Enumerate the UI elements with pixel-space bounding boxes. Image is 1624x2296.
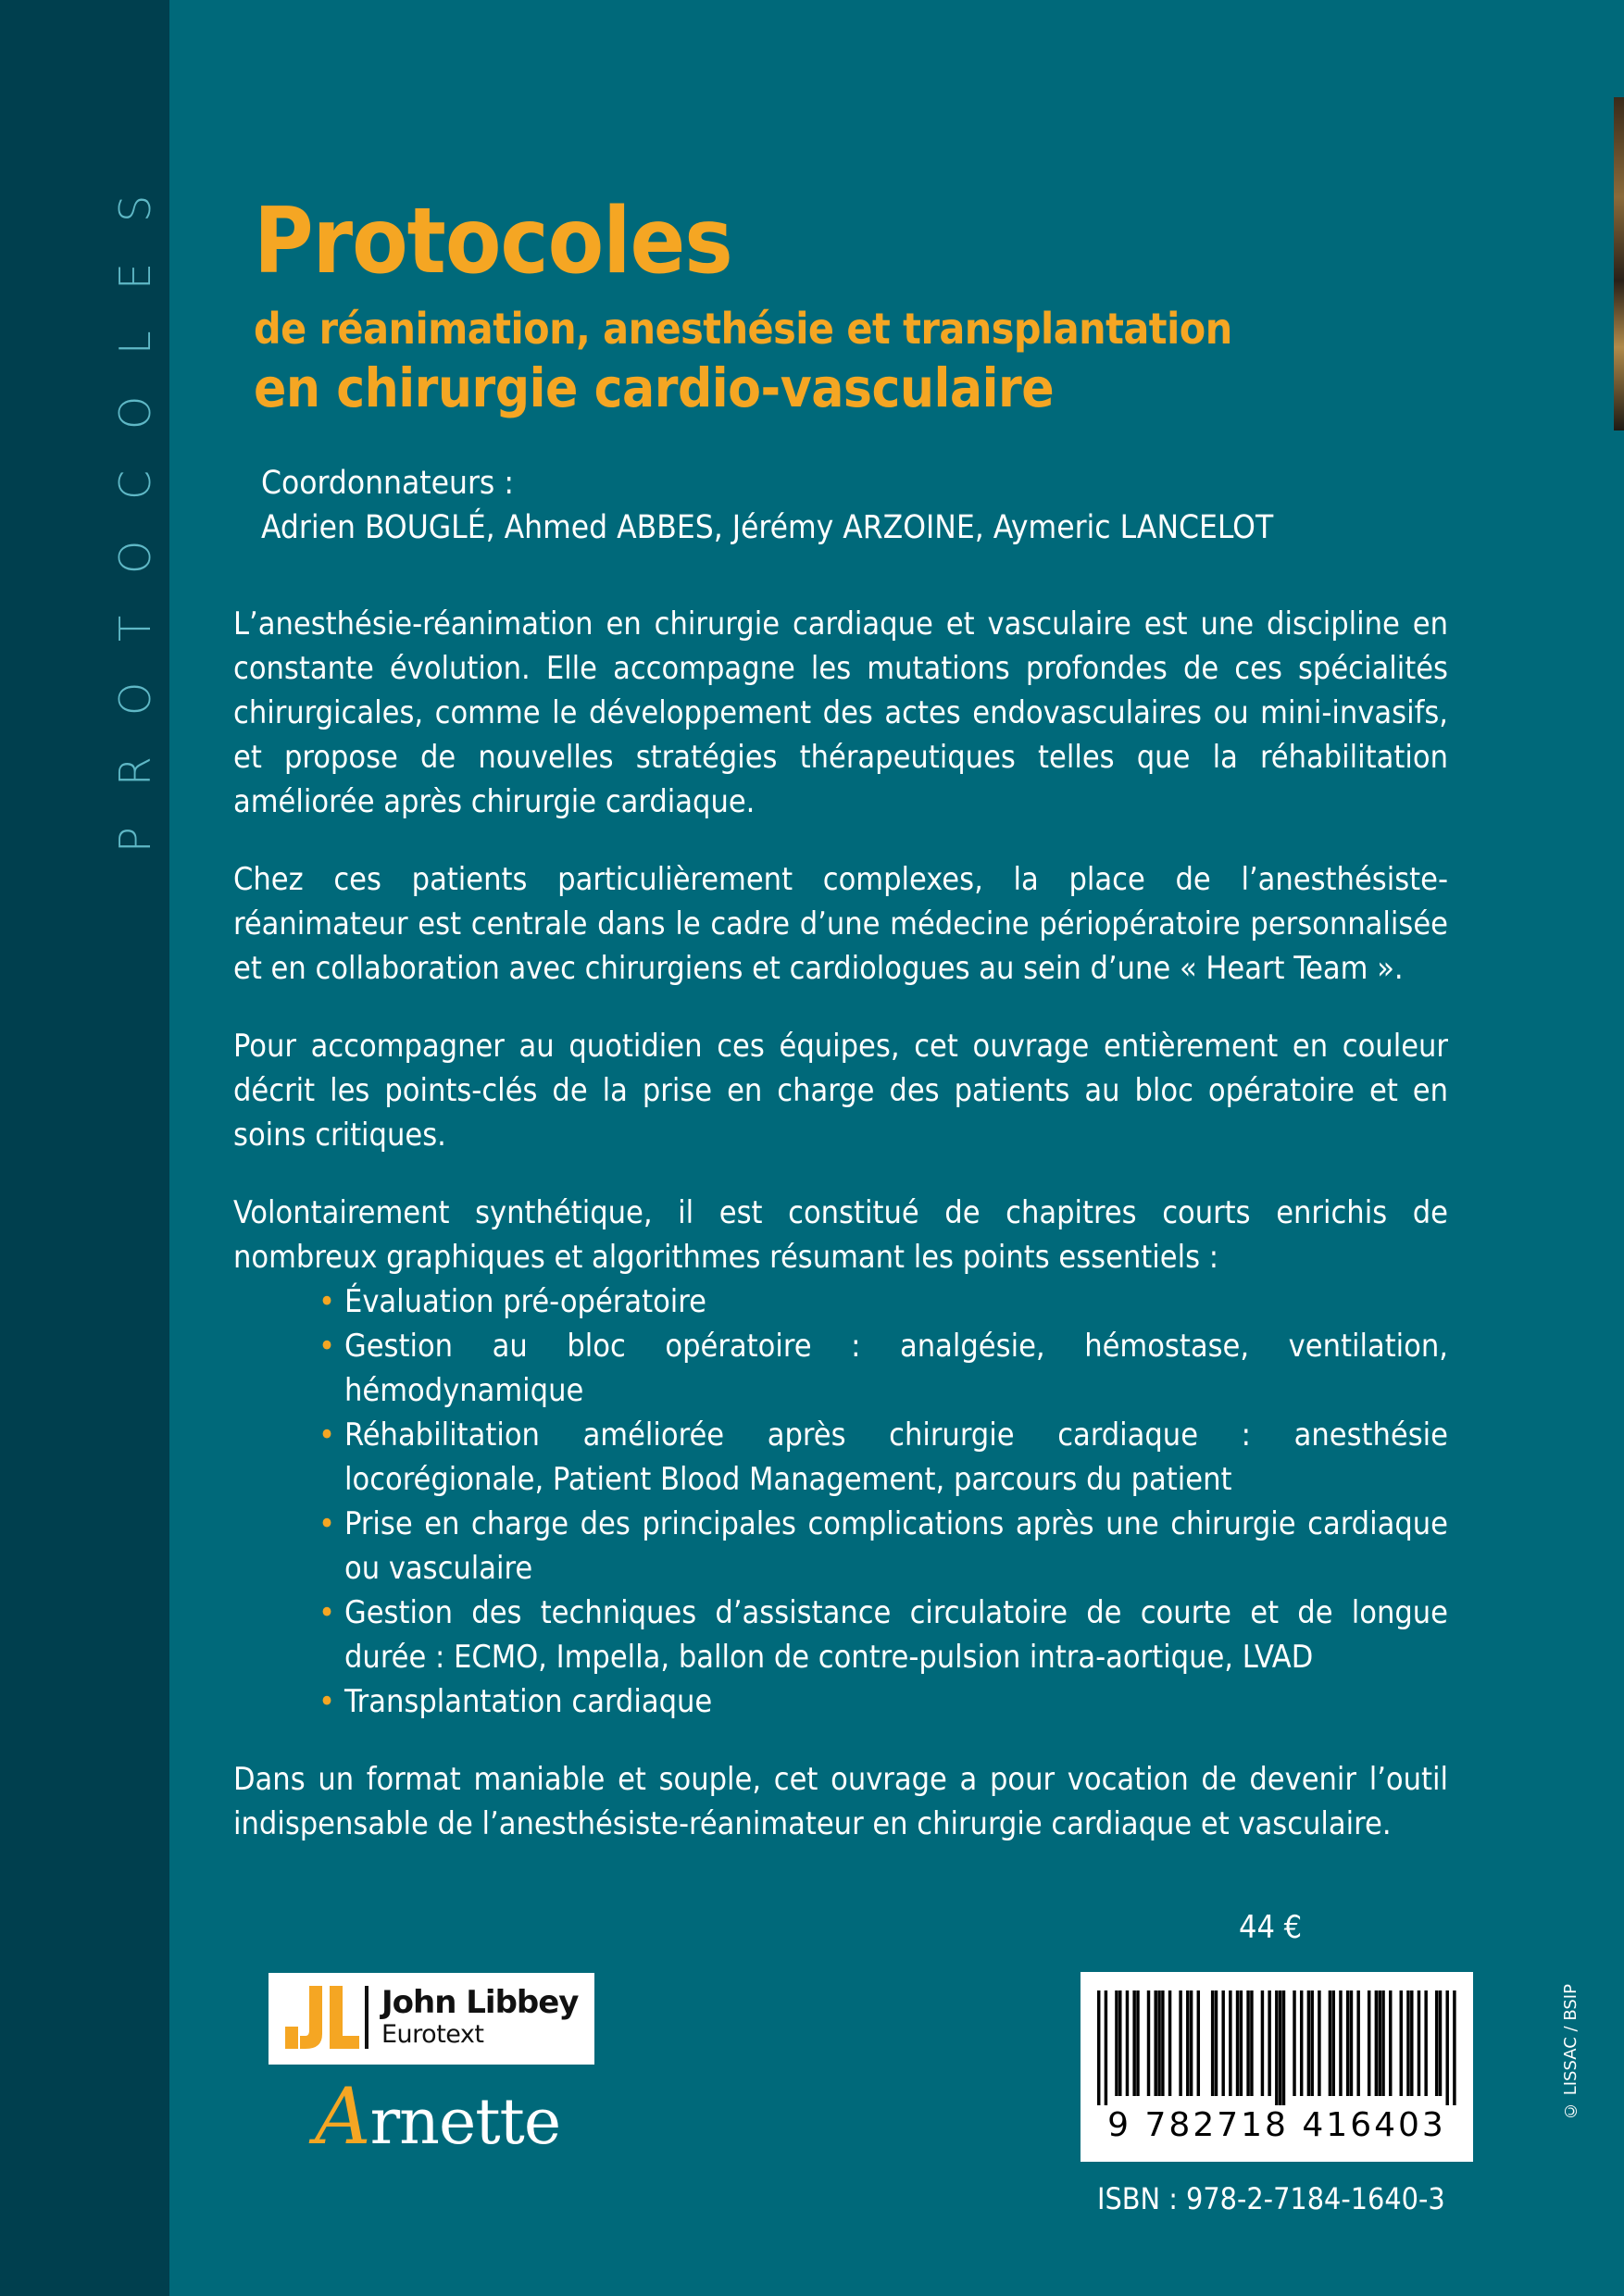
coordinators-label: Coordonnateurs : <box>261 465 514 502</box>
barcode-bar <box>1445 1990 1448 2105</box>
barcode-bar <box>1190 1990 1193 2096</box>
jl-logo-icon <box>285 1986 370 2051</box>
spine-letter: S <box>110 195 160 223</box>
barcode-bar <box>1157 1990 1160 2096</box>
barcode-bar <box>1132 1990 1135 2096</box>
barcode-bar <box>1439 1990 1442 2096</box>
barcode-bar <box>1097 1990 1100 2105</box>
spine-letter: L <box>110 331 160 356</box>
paragraph-summary: Volontairement synthétique, il est constitué de chapitres courts enrichis de nombreux graphiques et algorithmes résumant les points essentiels : <box>233 1194 1448 1276</box>
barcode-bar <box>1118 1990 1121 2096</box>
barcode-bar <box>1236 1990 1239 2096</box>
photo-credit: © LISSAC / BSIP <box>1561 1984 1580 2121</box>
barcode-bar <box>1261 1990 1264 2096</box>
cover-photo-edge <box>1614 97 1624 430</box>
barcode-bar <box>1435 1990 1438 2096</box>
spine-letter: O <box>110 681 160 716</box>
book-subtitle-line1: de réanimation, anesthésie et transplantation <box>254 304 1232 354</box>
barcode-bar <box>1329 1990 1331 2096</box>
barcode-bar <box>1161 1990 1164 2096</box>
barcode-bar <box>1378 1990 1380 2096</box>
barcode-bar <box>1368 1990 1370 2096</box>
barcode-bar <box>1453 1990 1455 2105</box>
barcode-bar <box>1268 1990 1270 2096</box>
barcode-bar <box>1400 1990 1403 2096</box>
barcode-bar <box>1339 1990 1342 2096</box>
barcode-bar <box>1300 1990 1303 2096</box>
spine-letter: T <box>110 615 160 642</box>
spine-letter: O <box>110 541 160 575</box>
publisher-sub: Eurotext <box>381 2020 484 2049</box>
publisher-name: John Libbey <box>381 1984 579 2021</box>
spine-letter: P <box>110 827 160 853</box>
barcode-bar <box>1410 1990 1413 2096</box>
barcode-bar <box>1115 1990 1118 2096</box>
spine-letter: C <box>110 469 160 500</box>
barcode-bar <box>1424 1990 1427 2096</box>
barcode-bar <box>1346 1990 1349 2096</box>
book-subtitle-line2: en chirurgie cardio-vasculaire <box>254 356 1055 419</box>
barcode-bar <box>1293 1990 1295 2096</box>
barcode-bar <box>1282 1990 1285 2105</box>
back-cover-text <box>233 602 1448 1879</box>
barcode-bar <box>1418 1990 1420 2096</box>
list-item: • Prise en charge des principales complications après une chirurgie cardiaque ou vasculaire <box>344 1502 1448 1591</box>
barcode-bar <box>1179 1990 1181 2096</box>
barcode-bars <box>1097 1990 1456 2105</box>
barcode-bar <box>1389 1990 1392 2096</box>
barcode-bar <box>1168 1990 1171 2096</box>
barcode-bar <box>1250 1990 1253 2096</box>
coordinators-names: Adrien BOUGLÉ, Ahmed ABBES, Jérémy ARZOINE, Aymeric LANCELOT <box>261 509 1274 546</box>
barcode-bar <box>1147 1990 1150 2096</box>
isbn-label: ISBN : 978-2-7184-1640-3 <box>1097 2181 1445 2216</box>
barcode-bar <box>1375 1990 1378 2096</box>
spine-label <box>112 195 158 853</box>
paragraph-heart-team: Chez ces patients particulièrement complexes, la place de l’anesthésiste-réanimateur est centrale dans le cadre d’une médecine périopératoire personnalisée et en collaboration avec chirurgiens et cardiologues au sein d’une « Heart Team ». <box>233 861 1448 987</box>
arnette-logo-initial: A <box>315 2071 370 2162</box>
list-item: • Évaluation pré-opératoire <box>344 1279 1448 1324</box>
barcode-bar <box>1154 1990 1156 2096</box>
barcode-bar <box>1229 1990 1231 2096</box>
arnette-logo-rest: rnette <box>369 2086 561 2159</box>
barcode-bar <box>1356 1990 1359 2096</box>
barcode-bar <box>1211 1990 1214 2096</box>
list-item: • Gestion des techniques d’assistance circulatoire de courte et de longue durée : ECMO, Impella, ballon de contre-pulsion intra-aortique, LVAD <box>344 1591 1448 1679</box>
barcode <box>1081 1972 1473 2162</box>
paragraph-purpose: Pour accompagner au quotidien ces équipes, cet ouvrage entièrement en couleur décrit les points-clés de la prise en charge des patients au bloc opératoire et en soins critiques. <box>233 1028 1448 1154</box>
barcode-bar <box>1307 1990 1310 2096</box>
barcode-bar <box>1215 1990 1218 2096</box>
barcode-bar <box>1279 1990 1281 2105</box>
barcode-bar <box>1381 1990 1384 2096</box>
paragraph-conclusion: Dans un format maniable et souple, cet ouvrage a pour vocation de devenir l’outil indispensable de l’anesthésiste-réanimateur en chirurgie cardiaque et vasculaire. <box>233 1761 1448 1842</box>
barcode-bar <box>1240 1990 1243 2096</box>
barcode-bar <box>1246 1990 1249 2096</box>
spine-letter: O <box>110 395 160 430</box>
barcode-bar <box>1186 1990 1189 2096</box>
john-libbey-logo <box>269 1973 594 2065</box>
barcode-bar <box>1221 1990 1224 2096</box>
arnette-logo <box>315 2071 561 2162</box>
barcode-bar <box>1126 1990 1129 2096</box>
paragraph-intro: L’anesthésie-réanimation en chirurgie cardiaque et vasculaire est une discipline en constante évolution. Elle accompagne les mutations profondes de ces spécialités chirurgicales, comme le développement des actes endovasculaires ou mini-invasifs, et propose de nouvelles stratégies thérapeutiques telles que la réhabilitation améliorée après chirurgie cardiaque. <box>233 605 1448 820</box>
book-title: Protocoles <box>254 189 732 294</box>
barcode-bar <box>1332 1990 1335 2096</box>
barcode-bar <box>1197 1990 1200 2096</box>
barcode-digits: 9 782718 416403 <box>1107 2106 1446 2144</box>
barcode-bar <box>1105 1990 1107 2105</box>
barcode-bar <box>1406 1990 1409 2096</box>
barcode-bar <box>1275 1990 1278 2105</box>
spine-letter: E <box>110 263 160 291</box>
barcode-bar <box>1136 1990 1139 2096</box>
topics-list <box>233 1279 1448 1724</box>
barcode-bar <box>1350 1990 1353 2096</box>
list-item: • Réhabilitation améliorée après chirurgie cardiaque : anesthésie locorégionale, Patient Blood Management, parcours du patient <box>344 1413 1448 1502</box>
price-label: 44 € <box>1239 1909 1303 1946</box>
list-item: • Transplantation cardiaque <box>344 1679 1448 1724</box>
barcode-bar <box>1318 1990 1320 2096</box>
spine-letter: R <box>110 756 160 787</box>
list-item: • Gestion au bloc opératoire : analgésie, hémostase, ventilation, hémodynamique <box>344 1324 1448 1413</box>
barcode-bar <box>1311 1990 1314 2096</box>
